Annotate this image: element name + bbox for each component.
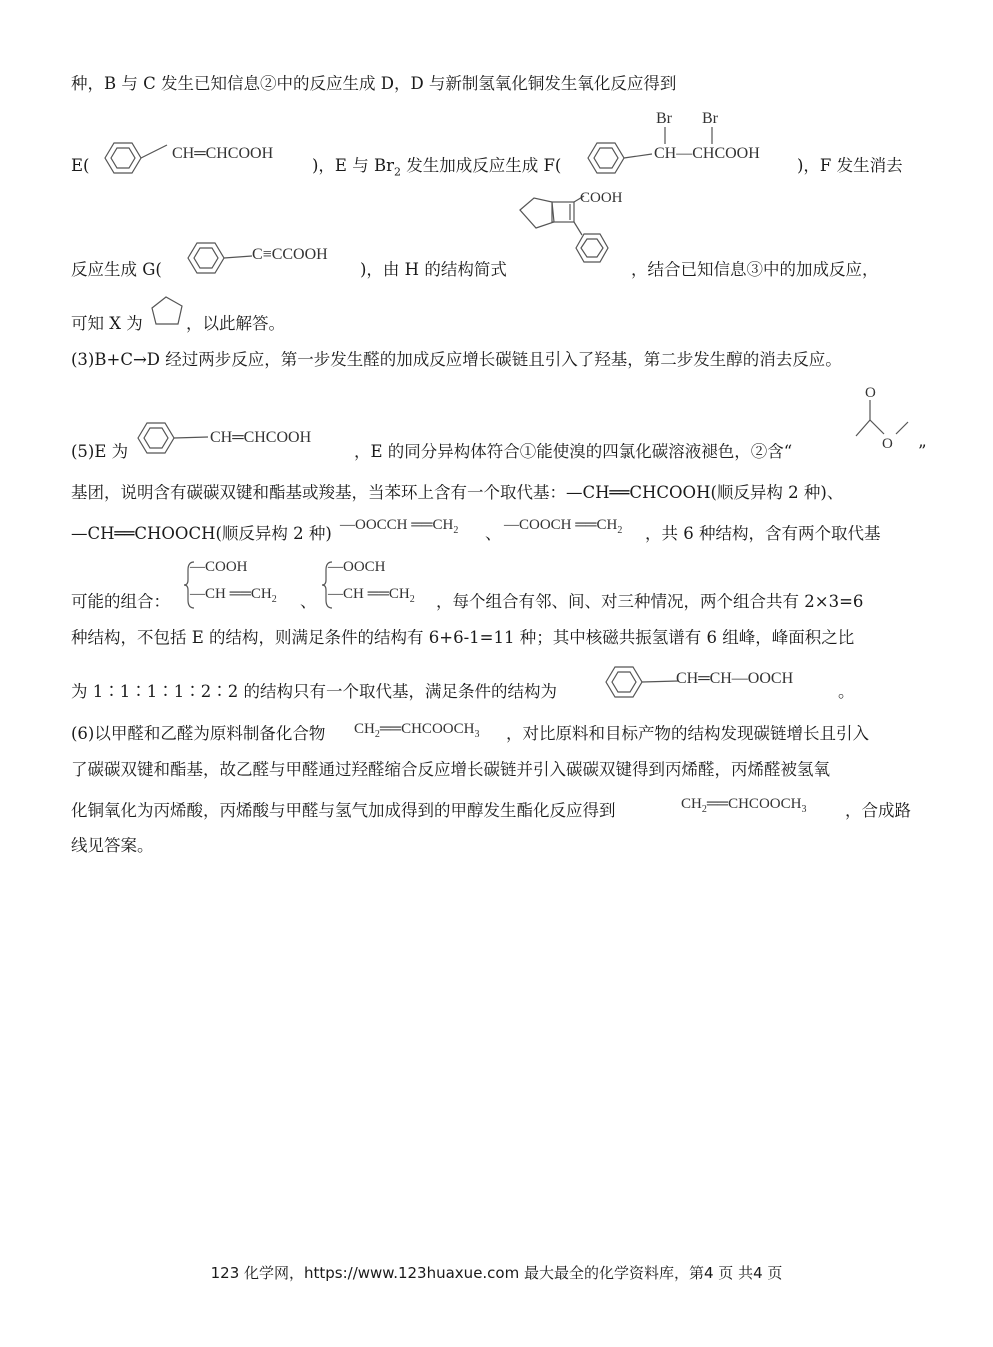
text-fragment: ，以此解答。 — [186, 314, 285, 333]
text-fragment: 化铜氧化为丙烯酸，丙烯酸与甲醛与氢气加成得到的甲醇发生酯化反应得到 — [71, 801, 616, 820]
text-line: 基团，说明含有碳碳双键和酯基或羧基，当苯环上含有一个取代基：—CH══CHCOOH(顺反异构 2 种)、 — [71, 483, 844, 502]
benzene-ring-structure — [130, 420, 216, 456]
chemical-formula: —COOH — [190, 559, 248, 575]
chemical-formula: —CH $══CH_2$ — [190, 586, 277, 605]
text-fragment: 可能的组合： — [71, 592, 170, 611]
benzene-ring-structure — [180, 240, 260, 276]
text-fragment: )，F 发生消去 — [797, 156, 903, 175]
text-fragment: 、 — [300, 592, 317, 611]
text-fragment: (5)E 为 — [71, 442, 129, 461]
text-line: 种，B 与 C 发生已知信息②中的反应生成 D，D 与新制氢氧化铜发生氧化反应得到 — [71, 74, 677, 93]
chemical-formula: O — [865, 385, 876, 401]
text-fragment: 为 1∶1∶1∶1∶2∶2 的结构只有一个取代基，满足条件的结构为 — [71, 682, 557, 701]
chemical-formula: $CH_2══CHCOOCH_3$ — [354, 721, 480, 740]
benzene-ring-structure — [97, 140, 177, 176]
chemical-formula: COOH — [580, 190, 623, 206]
chemical-formula: CH═CH—OOCH — [676, 670, 794, 687]
bond-lines — [660, 127, 720, 147]
chemical-formula: —OOCH — [328, 559, 386, 575]
text-fragment: ，结合已知信息③中的加成反应， — [631, 260, 879, 279]
text-line: 线见答案。 — [71, 836, 154, 855]
text-fragment: ，合成路 — [845, 801, 911, 820]
benzene-ring-structure — [580, 140, 660, 176]
chemical-formula: Br — [702, 110, 718, 127]
page-footer: 123 化学网，https://www.123huaxue.com 最大最全的化学资料库，第4 页 共4 页 — [210, 1264, 783, 1282]
text-fragment: ，E 的同分异构体符合①能使溴的四氯化碳溶液褪色，②含“ — [354, 442, 793, 461]
chemical-formula: O — [882, 436, 893, 452]
text-fragment: ，对比原料和目标产物的结构发现碳链增长且引入 — [506, 724, 869, 743]
text-line: 种结构，不包括 E 的结构，则满足条件的结构有 6+6-1=11 种；其中核磁共振氢谱有 6 组峰，峰面积之比 — [71, 628, 855, 647]
text-fragment: )，E 与 $Br_2$ 发生加成反应生成 F( — [312, 156, 562, 179]
ester-group-icon — [850, 400, 912, 444]
text-line: 了碳碳双键和酯基，故乙醛与甲醛通过羟醛缩合反应增长碳链并引入碳碳双键得到丙烯醛，丙烯醛被氢氧 — [71, 760, 830, 779]
paragraph-3: (3)B+C→D 经过两步反应，第一步发生醛的加成反应增长碳链且引入了羟基，第二步发生醇的消去反应。 — [71, 350, 842, 369]
text-fragment: )，由 H 的结构简式 — [360, 260, 507, 279]
text-fragment: (6)以甲醛和乙醛为原料制备化合物 — [71, 724, 326, 743]
text-fragment: E( — [71, 156, 90, 175]
chemical-formula: C≡CCOOH — [252, 246, 328, 263]
chemical-formula: $CH_2══CHCOOCH_3$ — [681, 796, 807, 815]
chemical-formula: CH—CHCOOH — [654, 145, 760, 162]
text-fragment: ，共 6 种结构，含有两个取代基 — [645, 524, 881, 543]
text-fragment: —CH══CHOOCH(顺反异构 2 种) — [71, 524, 332, 543]
text-fragment: ” — [918, 442, 927, 461]
text-fragment: ，每个组合有邻、间、对三种情况，两个组合共有 2×3=6 — [436, 592, 864, 611]
cyclopentane-icon — [146, 294, 188, 330]
text-fragment: 可知 X 为 — [71, 314, 143, 333]
text-fragment: 、 — [485, 524, 502, 543]
chemical-formula: CH═CHCOOH — [210, 429, 312, 446]
chemical-formula: Br — [656, 110, 672, 127]
benzene-ring-structure — [598, 664, 684, 700]
chemical-formula: —CH $══CH_2$ — [328, 586, 415, 605]
chemical-formula: —OOCCH $══CH_2$ — [340, 517, 459, 536]
text-fragment: 反应生成 G( — [71, 260, 162, 279]
chemical-formula: —COOCH $══CH_2$ — [504, 517, 623, 536]
chemical-formula: CH═CHCOOH — [172, 145, 274, 162]
text-fragment: 。 — [838, 682, 855, 701]
